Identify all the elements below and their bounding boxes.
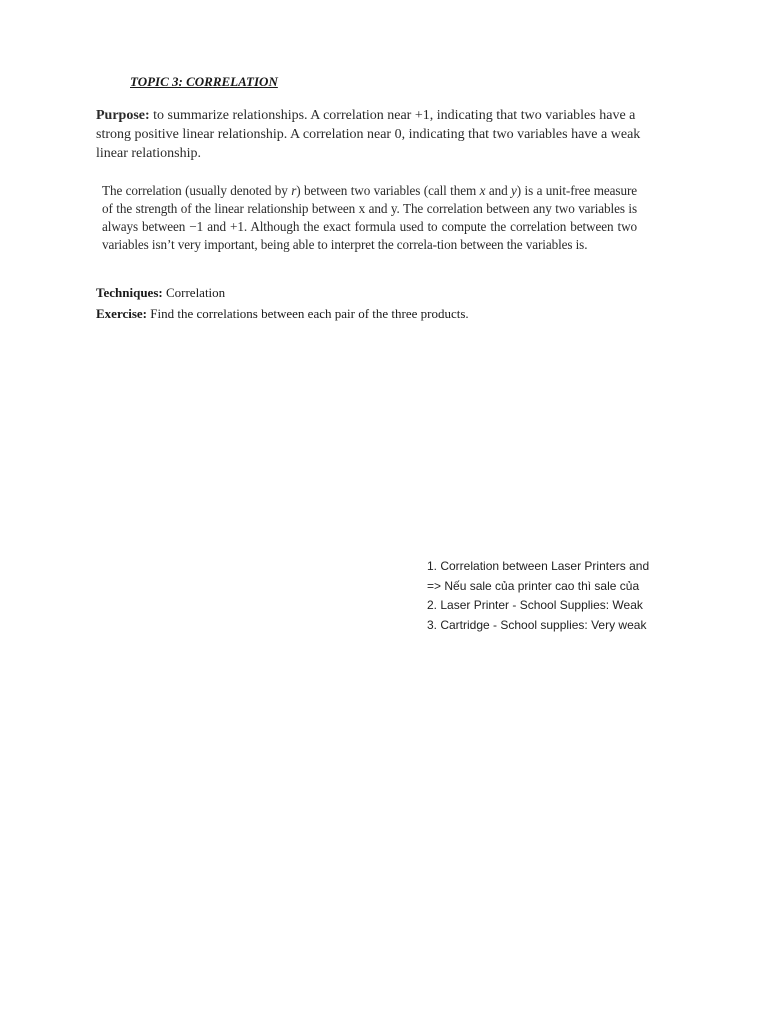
excerpt-r: r	[291, 183, 297, 198]
excerpt-part3: ) is a unit-free measure of the strength of the linear relationship between x and y. The correlation between any two variables is always between −1 and +1. Although the exact formula used to compute the correlation between two variables isn’t very important, being able to interpret the correla-tion between the variables is.	[102, 183, 637, 252]
excerpt-and: and	[485, 183, 512, 198]
correlation-notes	[427, 557, 662, 635]
note-line-1: 1. Correlation between Laser Printers and	[427, 559, 650, 573]
exercise-label: Exercise:	[96, 306, 148, 321]
topic-title: TOPIC 3: CORRELATION	[130, 74, 278, 89]
excerpt-y: y	[511, 183, 517, 198]
exercise-text: Find the correlations between each pair of the three products.	[147, 306, 469, 321]
excerpt-x: x	[479, 183, 486, 198]
purpose-paragraph	[96, 106, 666, 163]
note-line-3: 2. Laser Printer - School Supplies: Weak	[427, 598, 643, 612]
techniques-line	[96, 285, 225, 301]
techniques-label: Techniques:	[96, 285, 163, 300]
purpose-label: Purpose:	[96, 108, 150, 123]
note-line-4: 3. Cartridge - School supplies: Very weak	[427, 617, 647, 632]
purpose-text: to summarize relationships. A correlation near +1, indicating that two variables have a strong positive linear relationship. A correlation near 0, indicating that two variables have a weak linear relationship.	[96, 108, 641, 161]
note-line-2: => Nếu sale của printer cao thì sale của	[427, 578, 640, 593]
correlation-definition-excerpt	[102, 182, 637, 254]
excerpt-part2: ) between two variables (call them	[296, 183, 480, 198]
exercise-line	[96, 306, 469, 322]
excerpt-part1: The correlation (usually denoted by	[102, 183, 292, 198]
techniques-text: Correlation	[162, 285, 226, 300]
